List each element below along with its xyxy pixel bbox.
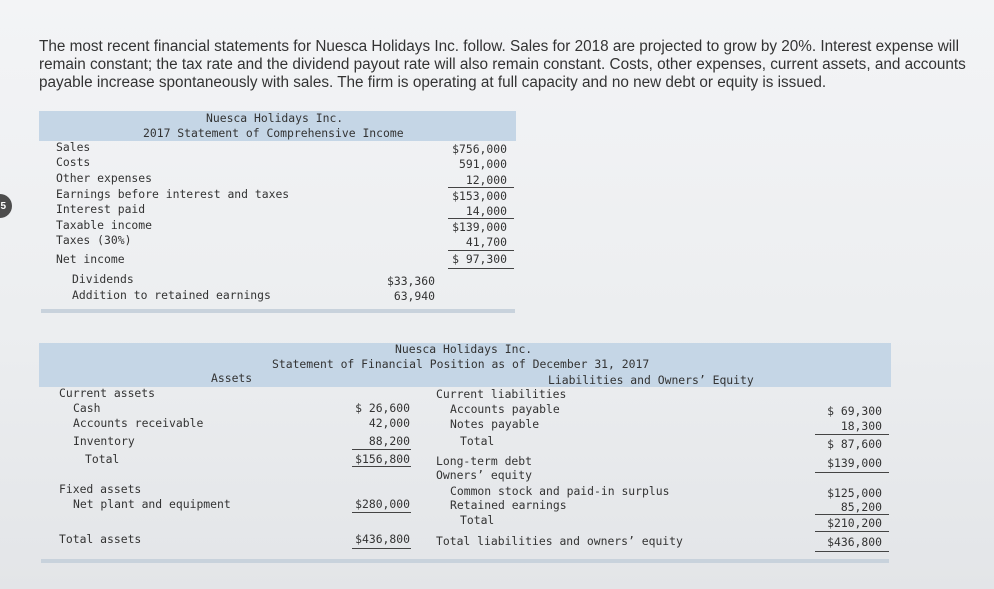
balance-company: Nuesca Holidays Inc.	[395, 342, 533, 356]
cs-value: $125,000	[827, 486, 882, 500]
cl-rule	[815, 434, 889, 435]
income-label-taxes: Taxes (30%)	[56, 233, 132, 247]
income-label-costs: Costs	[56, 155, 91, 169]
owners-equity-label: Owners’ equity	[436, 468, 533, 482]
income-label-netincome: Net income	[56, 252, 125, 266]
ca-total-label: Total	[85, 452, 120, 466]
ppe-label: Net plant and equipment	[73, 497, 231, 511]
cl-total-label: Total	[460, 434, 495, 448]
income-value-retained: 63,940	[393, 289, 435, 303]
ap-value: $ 69,300	[827, 404, 882, 418]
oe-total-value: $210,200	[827, 516, 882, 530]
problem-statement: The most recent financial statements for Nuesca Holidays Inc. follow. Sales for 2018 are projected to grow by 20%. Interest expense will remain constant; the tax rate and the dividend payout rate will also remain constant. Costs, other expenses, current assets, and accounts payable increase spontaneously with sales. The firm is operating at full capacity and no new debt or equity is issued.	[39, 38, 966, 91]
income-label-other: Other expenses	[56, 171, 153, 185]
income-label-taxable: Taxable income	[56, 218, 153, 232]
ap-label: Accounts payable	[450, 402, 560, 416]
ca-total-value: $156,800	[355, 452, 410, 466]
income-rule-2	[448, 218, 514, 219]
oe-total-label: Total	[460, 513, 495, 527]
np-label: Notes payable	[450, 417, 540, 431]
question-number-badge[interactable]: 5	[0, 194, 12, 218]
balance-title: Statement of Financial Position as of December 31, 2017	[272, 357, 650, 371]
tle-label: Total liabilities and owners’ equity	[436, 534, 683, 548]
cs-label: Common stock and paid-in surplus	[450, 484, 670, 498]
oe-rule-2	[815, 531, 889, 532]
liabilities-header: Liabilities and Owners’ Equity	[548, 373, 754, 387]
current-assets-label: Current assets	[59, 386, 156, 400]
income-label-interest: Interest paid	[56, 202, 146, 216]
current-liabilities-label: Current liabilities	[436, 387, 567, 401]
income-value-interest: 14,000	[465, 204, 507, 218]
income-value-dividends: $33,360	[386, 274, 435, 288]
income-rule-3	[448, 250, 514, 251]
ar-value: 42,000	[368, 416, 410, 430]
re-label: Retained earnings	[450, 498, 567, 512]
total-assets-value: $436,800	[355, 532, 410, 546]
ca-rule	[352, 449, 411, 450]
tle-rule	[815, 551, 889, 552]
cl-total-value: $ 87,600	[827, 437, 882, 451]
cash-label: Cash	[73, 401, 101, 415]
total-assets-rule	[352, 548, 411, 549]
oe-rule	[815, 514, 889, 515]
inventory-label: Inventory	[73, 434, 135, 448]
re-value: 85,200	[840, 500, 882, 514]
total-assets-label: Total assets	[59, 532, 142, 546]
income-value-sales: $756,000	[452, 142, 507, 156]
income-value-netincome: $ 97,300	[452, 252, 507, 266]
income-label-ebit: Earnings before interest and taxes	[56, 187, 290, 201]
income-label-sales: Sales	[56, 140, 91, 154]
ltd-value: $139,000	[827, 456, 882, 470]
ltd-label: Long-term debt	[436, 454, 533, 468]
income-rule-1	[448, 187, 514, 188]
ppe-value: $280,000	[355, 497, 410, 511]
ca-rule-2	[352, 466, 411, 467]
income-value-taxable: $139,000	[452, 220, 507, 234]
income-rule-4	[448, 268, 514, 269]
income-company: Nuesca Holidays Inc.	[206, 111, 344, 125]
balance-bottom-strip	[41, 559, 889, 563]
ppe-rule	[352, 512, 411, 513]
income-value-other: 12,000	[465, 173, 507, 187]
cash-value: $ 26,600	[355, 401, 410, 415]
income-label-dividends: Dividends	[72, 272, 134, 286]
income-label-retained: Addition to retained earnings	[72, 288, 271, 302]
fixed-assets-label: Fixed assets	[59, 482, 142, 496]
income-title: 2017 Statement of Comprehensive Income	[143, 126, 404, 140]
inventory-value: 88,200	[368, 434, 410, 448]
income-value-ebit: $153,000	[452, 189, 507, 203]
np-value: 18,300	[840, 419, 882, 433]
ar-label: Accounts receivable	[73, 416, 204, 430]
income-bottom-strip	[41, 309, 515, 313]
income-value-costs: 591,000	[458, 157, 507, 171]
income-value-taxes: 41,700	[465, 235, 507, 249]
ltd-rule	[815, 472, 889, 473]
assets-header: Assets	[211, 371, 253, 385]
tle-value: $436,800	[827, 535, 882, 549]
